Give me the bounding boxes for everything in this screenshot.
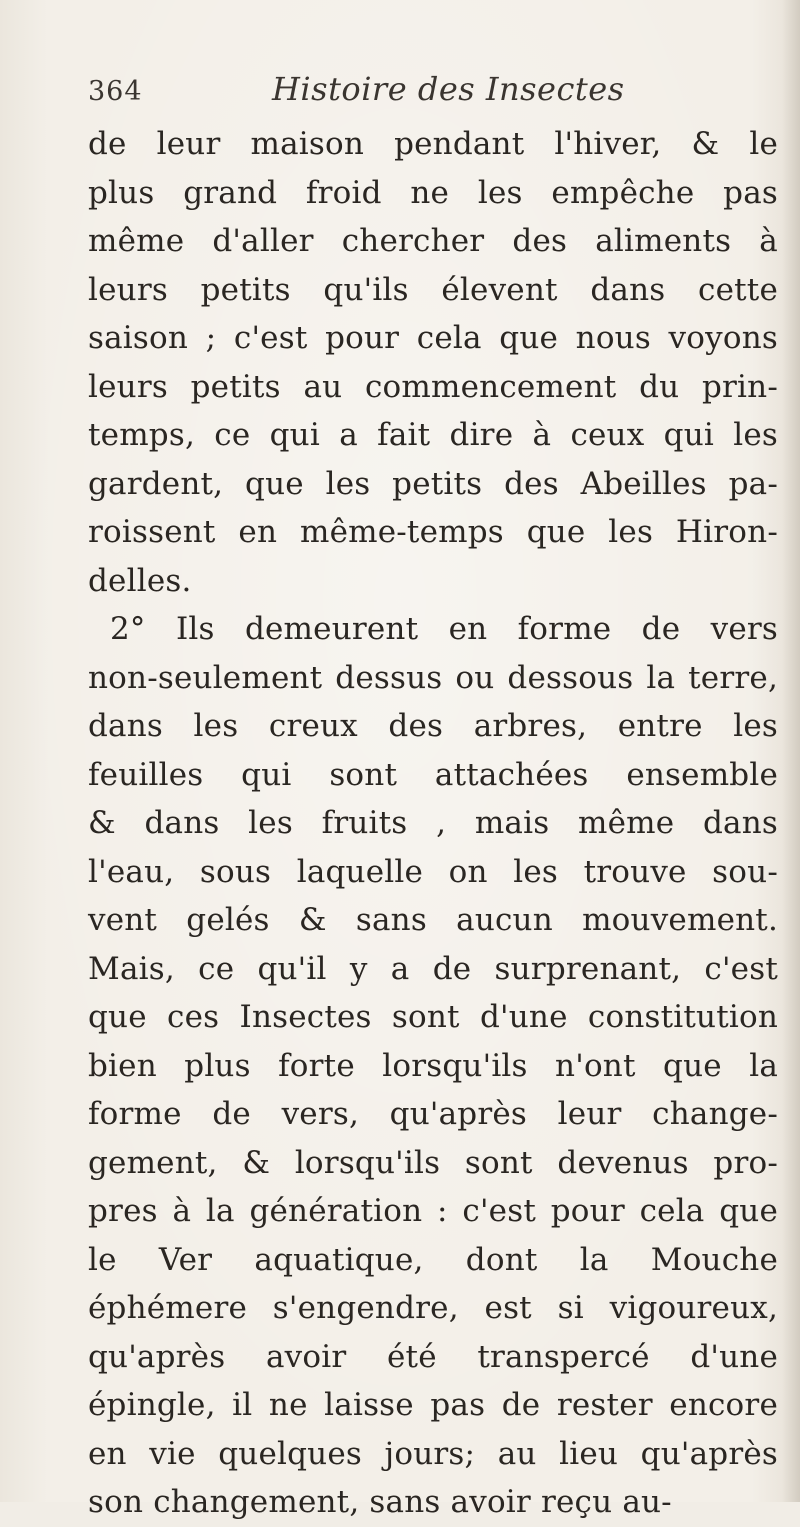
text-line: roissent en même-temps que les Hiron- <box>88 514 778 550</box>
text-line: éphémere s'engendre, est si vigoureux, <box>88 1290 778 1326</box>
text-line: temps, ce qui a fait dire à ceux qui les <box>88 417 778 453</box>
text-line: l'eau, sous laquelle on les trouve sou- <box>88 853 778 890</box>
text-line: qu'après avoir été transpercé d'une <box>88 1338 778 1375</box>
text-line: forme de vers, qu'après leur change- <box>88 1096 778 1132</box>
text-line: 2° Ils demeurent en forme de vers <box>110 611 778 647</box>
text-line: plus grand froid ne les empêche pas <box>88 174 778 211</box>
text-line: leurs petits au commencement du prin- <box>88 368 778 405</box>
page-header <box>82 68 722 118</box>
text-line: épingle, il ne laisse pas de rester encore <box>88 1387 778 1423</box>
text-line: vent gelés & sans aucun mouvement. <box>88 902 778 938</box>
page-edge-shadow <box>782 0 800 1502</box>
body-text <box>88 120 778 1527</box>
text-line: le Ver aquatique, dont la Mouche <box>88 1241 778 1278</box>
text-line: son changement, sans avoir reçu au- <box>88 1484 672 1520</box>
text-line: gement, & lorsqu'ils sont devenus pro- <box>88 1144 778 1181</box>
text-line: non-seulement dessus ou dessous la terre, <box>88 659 778 696</box>
running-title: Histoire des Insectes <box>272 70 625 108</box>
text-line: de leur maison pendant l'hiver, & le <box>88 126 778 162</box>
text-line: delles. <box>88 562 192 599</box>
text-line: feuilles qui sont attachées ensemble <box>88 756 778 793</box>
text-line: Mais, ce qu'il y a de surprenant, c'est <box>88 950 778 987</box>
text-line: que ces Insectes sont d'une constitution <box>88 999 778 1035</box>
text-line: saison ; c'est pour cela que nous voyons <box>88 320 778 356</box>
text-line: gardent, que les petits des Abeilles pa- <box>88 465 778 502</box>
text-line: bien plus forte lorsqu'ils n'ont que la <box>88 1047 778 1084</box>
text-line: & dans les fruits , mais même dans <box>88 805 778 841</box>
text-line: dans les creux des arbres, entre les <box>88 708 778 744</box>
text-line: pres à la génération : c'est pour cela que <box>88 1193 778 1229</box>
text-line: en vie quelques jours; au lieu qu'après <box>88 1435 778 1472</box>
page-number: 364 <box>88 76 143 107</box>
text-line: leurs petits qu'ils élevent dans cette <box>88 271 778 308</box>
text-line: même d'aller chercher des aliments à <box>88 223 778 259</box>
